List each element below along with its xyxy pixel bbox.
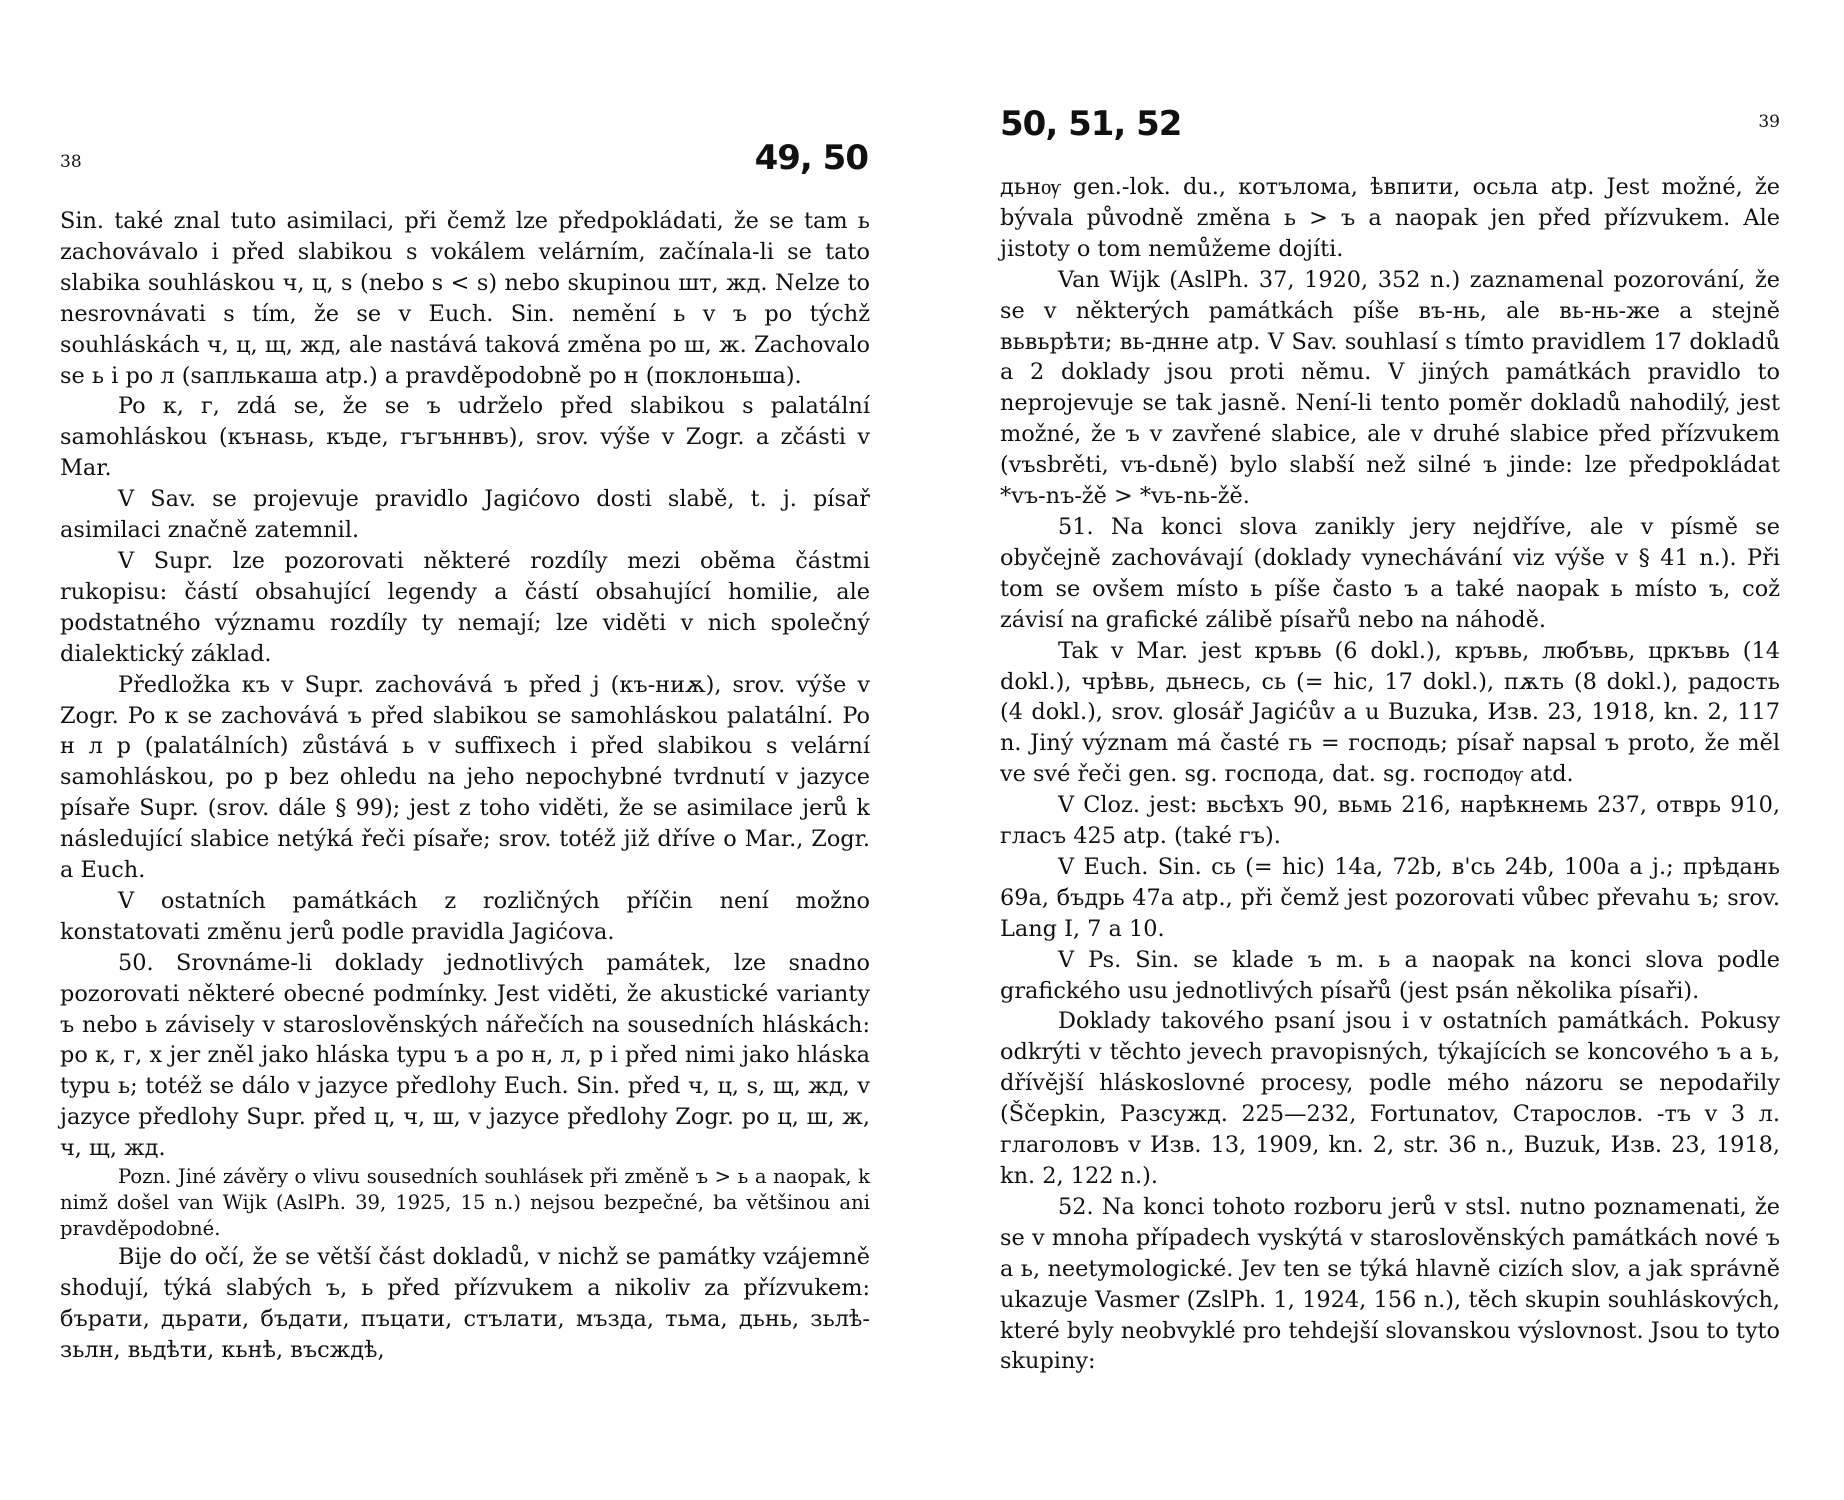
paragraph: Sin. také znal tuto asimilaci, při čemž lze předpokládati, že se tam ь zachovávalo i před slabikou s vokálem velárním, začínala-li se tato slabika souhláskou ч, ц, ѕ (nebo ѕ < ѕ) nebo skupinou шт, жд. Nelze to nesrovnávati s tím, že se v Euch. Sin. nemění ь v ъ po týchž souhláskách ч, ц, щ, жд, ale nastává taková změna po ш, ж. Zachovalo se ь i po л (ѕаплькаша atp.) a pravděpodobně po н (поклоньша). [60,208,870,389]
paragraph: Předložka къ v Supr. zachovává ъ před j (къ-ниѫ), srov. výše v Zogr. Po к se zachovává ъ před slabikou se samohláskou palatální. Po н л р (palatálních) zůstává ь v suffixech i před slabikou s velární samohláskou, po р bez ohledu na jeho nepochybné tvrdnutí v jazyce písaře Supr. (srov. dále § 99); jest z toho viděti, že se asimilace jerů k následující slabice netýká řeči písaře; srov. totéž již dříve o Mar., Zogr. a Euch. [60,671,870,884]
paragraph: V Ps. Sin. se klade ъ m. ь a naopak na konci slova podle grafického usu jednotlivých písařů (jest psán několika písaři). [1000,946,1780,1004]
paragraph: Van Wijk (AslPh. 37, 1920, 352 n.) zaznamenal pozorování, že se v některých památkách píše въ-нь, ale вь-нь-же a stejně вьвьрѣти; вь-днне atp. V Sav. souhlasí s tímto pravidlem 17 dokladů a 2 doklady jsou proti němu. V jiných památkách pravidlo to neprojevuje se tak jasně. Není-li tento poměr dokladů nahodilý, jest možné, že ъ v zavřené slabice, ale v druhé slabice před přízvukem (vъsbrěti, vъ-dьně) bylo slabší než silné ъ jinde: lze předpokládat *vъ-nъ-žě > *vь-nь-žě. [1000,266,1780,510]
right-page-body [1000,172,1780,1377]
paragraph: Doklady takového psaní jsou i v ostatních památkách. Pokusy odkrýti v těchto jevech pravopisných, týkajících se koncového ъ a ь, dřívější hláskoslovné procesy, podle mého názoru se nepodařily (Ščepkin, Разсужд. 225—232, Fortunatov, Старослов. -тъ v 3 л. глаголовъ v Изв. 13, 1909, kn. 2, str. 36 n., Buzuk, Изв. 23, 1918, kn. 2, 122 n.). [1000,1008,1780,1189]
left-page-body [60,206,870,1366]
paragraph: Bije do očí, že se větší část dokladů, v nichž se památky vzájemně shodují, týká slabých ъ, ь před přízvukem a nikoliv za přízvukem: бърати, дьрати, бъдати, пъцати, стълати, мъзда, тьма, дьнь, зьлѣ-зьлн, вьдѣти, кьнѣ, въсждѣ, [60,1244,870,1363]
right-page-number: 39 [1758,112,1780,132]
paragraph: Tak v Mar. jest кръвь (6 dokl.), кръвь, любъвь, цркъвь (14 dokl.), чрѣвь, дьнесь, сь (= hic, 17 dokl.), пѫть (8 dokl.), радость (4 dokl.), srov. glosář Jagićův a u Buzuka, Изв. 23, 1918, kn. 2, 117 n. Jiný význam má časté гь = господь; písař napsal ъ proto, že měl ve své řeči gen. sg. господа, dat. sg. господѹ atd. [1000,637,1780,788]
left-page-number: 38 [60,152,82,172]
right-section-header: 50, 51, 52 [1000,104,1182,144]
section-52-paragraph: 52. Na konci tohoto rozboru jerů v stsl. nutno poznamenati, že se v mnoha případech vyskýtá v staroslověnských památkách nové ъ a ь, neetymologické. Jev ten se týká hlavně cizích slov, a jak správně ukazuje Vasmer (ZslPh. 1, 1924, 156 n.), těch skupin souhláskových, které byly neobvyklé pro tehdejší slovanskou výslovnost. Jsou to tyto skupiny: [1000,1193,1780,1375]
paragraph: Po к, г, zdá se, že se ъ udrželo před slabikou s palatální samohláskou (кънаѕь, къде, гъгъннвъ), srov. výše v Zogr. a zčásti v Mar. [60,393,870,482]
section-51-paragraph: 51. Na konci slova zanikly jery nejdříve, ale v písmě se obyčejně zachovávají (doklady vynechávání viz výše v § 41 n.). Při tom se ovšem místo ь píše často ъ a také naopak ь místo ъ, což závisí na grafické zálibě písařů nebo na náhodě. [1000,513,1780,633]
paragraph: V Cloz. jest: вьсѣхъ 90, вьмь 216, нарѣкнемь 237, отврь 910, гласъ 425 atp. (také гъ). [1000,792,1780,850]
paragraph: V Supr. lze pozorovati některé rozdíly mezi oběma částmi rukopisu: částí obsahující legendy a částí obsahující homilie, ale podstatného významu rozdíly ty nemají; lze viděti v nich společný dialektický základ. [60,547,870,667]
left-section-header: 49, 50 [754,138,868,178]
note-paragraph: Pozn. Jiné závěry o vlivu sousedních souhlásek při změně ъ > ь a naopak, k nimž došel van Wijk (AslPh. 39, 1925, 15 n.) nejsou bezpečné, ba většinou ani pravděpodobné. [60,1165,870,1241]
paragraph: V Euch. Sin. сь (= hic) 14a, 72b, в'сь 24b, 100a a j.; прѣдань 69a, бъдрь 47a atp., při čemž jest pozorovati vůbec převahu ъ; srov. Lang I, 7 a 10. [1000,853,1780,942]
section-50-paragraph: 50. Srovnáme-li doklady jednotlivých památek, lze snadno pozorovati některé obecné podmínky. Jest viděti, že akustické varianty ъ nebo ь závisely v staroslověnských nářečích na sousedních hláskách: po к, г, х jer zněl jako hláska typu ъ a po н, л, р i před nimi jako hláska typu ь; totéž se dálo v jazyce předlohy Euch. Sin. před ч, ц, ѕ, щ, жд, v jazyce předlohy Supr. před ц, ч, ш, v jazyce předlohy Zogr. po ц, ш, ж, ч, щ, жд. [60,949,870,1162]
paragraph: V ostatních památkách z rozličných příčin není možno konstatovati změnu jerů podle pravidla Jagićova. [60,887,870,945]
paragraph: V Sav. se projevuje pravidlo Jagićovo dosti slabě, t. j. písař asimilaci značně zatemnil. [60,486,870,544]
right-page [1000,0,1780,1500]
paragraph: дьнѹ gen.-lok. du., котълома, ѣвпити, осьла atp. Jest možné, že bývala původně změna ь > ъ a naopak jen před přízvukem. Ale jistoty o tom nemůžeme dojíti. [1000,174,1780,262]
left-page [60,0,870,1500]
